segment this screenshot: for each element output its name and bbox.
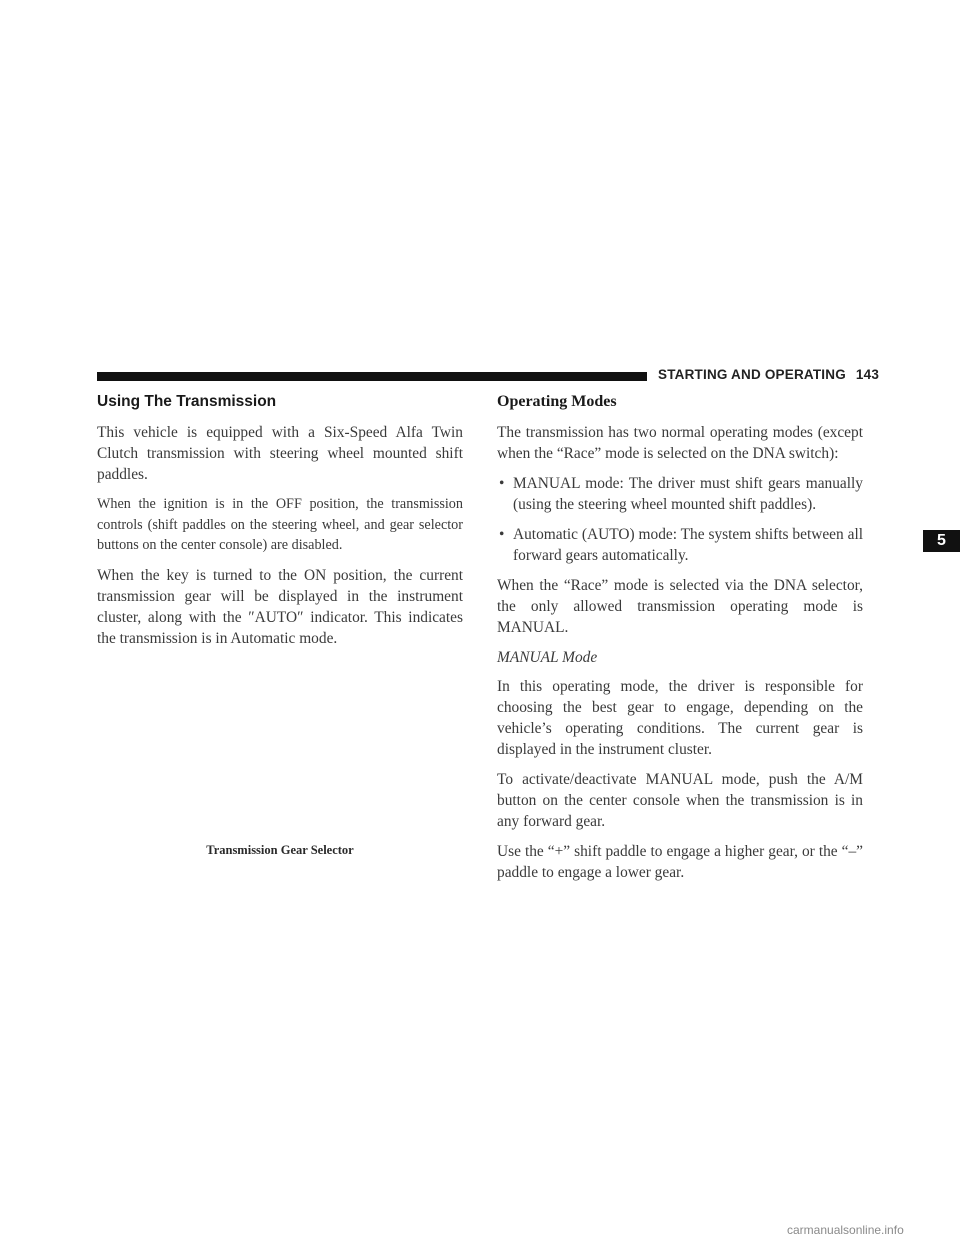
section-title: STARTING AND OPERATING <box>658 367 846 382</box>
paragraph: When the ignition is in the OFF position, the transmission controls (shift paddles on the steering wheel, and gear selector buttons on the center console) are disabled. <box>97 496 463 553</box>
left-column <box>97 392 463 658</box>
paragraph: To activate/deactivate MANUAL mode, push the A/M button on the center console when the transmission is in any forward gear. <box>497 771 863 830</box>
bullet-glyph: • <box>499 526 505 543</box>
list-item-text: MANUAL mode: The driver must shift gears manually (using the steering wheel mounted shift paddles). <box>513 475 863 513</box>
bullet-glyph: • <box>499 475 505 492</box>
list-item <box>497 473 863 515</box>
paragraph: When the key is turned to the ON position, the current transmission gear will be displayed in the instrument cluster, along with the ″AUTO″ indicator. This indicates the transmission is in Automatic mode. <box>97 566 463 647</box>
section-heading: Operating Modes <box>497 393 617 410</box>
right-column <box>497 392 863 892</box>
paragraph: The transmission has two normal operating modes (except when the “Race” mode is selected on the DNA switch): <box>497 424 863 462</box>
bullet-list <box>497 473 863 566</box>
section-heading: Using The Transmission <box>97 393 277 410</box>
chapter-tab: 5 <box>923 530 960 552</box>
list-item <box>497 524 863 566</box>
paragraph: When the “Race” mode is selected via the DNA selector, the only allowed transmission operating mode is MANUAL. <box>497 577 863 636</box>
paragraph: Use the “+” shift paddle to engage a higher gear, or the “–” paddle to engage a lower gear. <box>497 843 863 881</box>
running-header <box>658 367 879 382</box>
header-rule <box>97 372 647 381</box>
list-item-text: Automatic (AUTO) mode: The system shifts between all forward gears automatically. <box>513 526 863 564</box>
figure-image-area <box>97 640 463 836</box>
paragraph: This vehicle is equipped with a Six-Speed Alfa Twin Clutch transmission with steering wheel mounted shift paddles. <box>97 424 463 483</box>
watermark: carmanualsonline.info <box>787 1223 904 1237</box>
paragraph: In this operating mode, the driver is responsible for choosing the best gear to engage, depending on the vehicle’s operating conditions. The current gear is displayed in the instrument cluster. <box>497 678 863 758</box>
subheading: MANUAL Mode <box>497 649 598 666</box>
figure-caption: Transmission Gear Selector <box>206 843 354 857</box>
page-number: 143 <box>855 367 880 382</box>
